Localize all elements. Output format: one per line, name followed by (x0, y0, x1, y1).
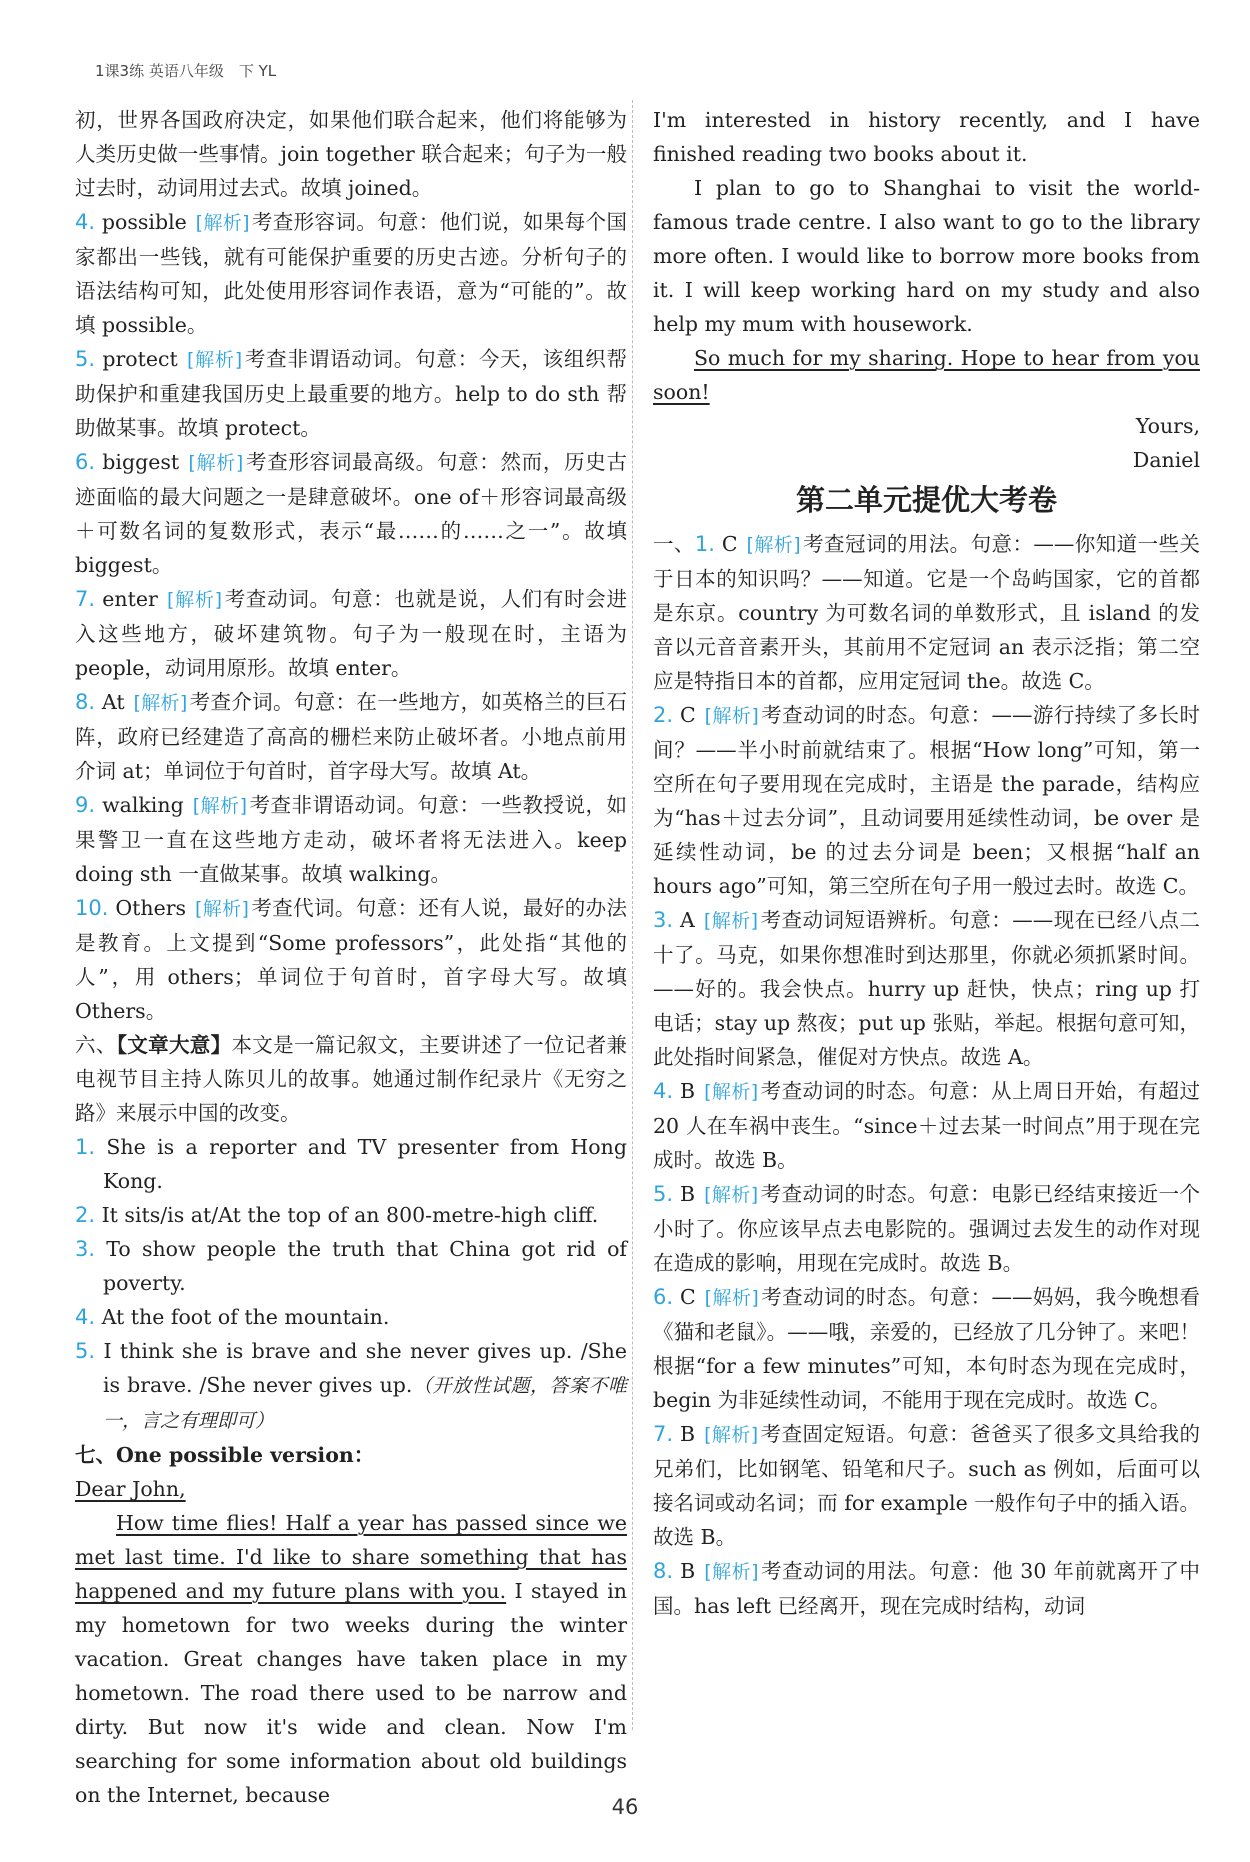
short-answer-text: It sits/is at/At the top of an 800-metre-high cliff. (101, 1203, 599, 1227)
analysis-tag: [解析] (167, 589, 222, 611)
section-six-heading: 【文章大意】 (116, 1033, 232, 1057)
letter-paragraph-1 (75, 1506, 627, 1812)
left-column (75, 103, 627, 1812)
item-number: 4. (75, 1305, 96, 1329)
item-number: 9. (75, 793, 96, 817)
item-answer: B (680, 1182, 696, 1206)
analysis-tag: [解析] (194, 898, 249, 920)
section-six-label: 六、 (75, 1033, 117, 1057)
item-explanation: 考查动词的时态。句意：——游行持续了多长时间？——半小时前就结束了。根据“How long”可知，第一空所在句子要用现在完成时，主语是 the parade，结构应为“has＋过去分词”，且动词要用延续性动词，be over 是延续性动词，be 的过去分词是 been；又根据“half an hours ago”可知，第三空所在句子用一般过去时。故选 C。 (653, 703, 1200, 898)
item-answer: A (680, 908, 695, 932)
analysis-tag: [解析] (188, 452, 244, 474)
answer-item (75, 685, 627, 788)
section-six-summary (75, 1028, 627, 1130)
short-answer-item (75, 1334, 627, 1438)
item-number: 7. (653, 1422, 674, 1446)
item-explanation: 考查非谓语动词。句意：一些教授说，如果警卫一直在这些地方走动，破坏者将无法进入。keep doing sth 一直做某事。故填 walking。 (75, 793, 627, 886)
section-title: 第二单元提优大考卷 (795, 483, 1057, 517)
item-number: 6. (653, 1285, 674, 1309)
short-answer-text: She is a reporter and TV presenter from Hong Kong. (103, 1135, 627, 1193)
item-number: 7. (75, 587, 96, 611)
analysis-tag: [解析] (704, 1561, 759, 1583)
left-answer-list (75, 205, 627, 1028)
short-answer-item (75, 1300, 627, 1334)
item-number: 8. (75, 690, 96, 714)
item-number: 5. (653, 1182, 674, 1206)
short-answer-text: I think she is brave and she never gives up. /She is brave. /She never gives up. (103, 1339, 627, 1397)
item-number: 5. (75, 347, 96, 371)
item-explanation: 考查介词。句意：在一些地方，如英格兰的巨石阵，政府已经建造了高高的栅栏来防止破坏者。小地点前用介词 at；单词位于句首时，首字母大写。故填 At。 (75, 690, 627, 783)
analysis-tag: [解析] (746, 534, 801, 556)
item-answer: protect (102, 347, 178, 371)
item-number: 8. (653, 1559, 674, 1583)
short-answer-item (75, 1232, 627, 1300)
letter-paragraph-1-rest: I stayed in my hometown for two weeks during the winter vacation. Great changes have taken place in my hometown. The road there used to be narrow and dirty. But now it's wide and clean. Now I'm searching for some information about old buildings on the Internet, because (75, 1579, 627, 1807)
page-header: 1课3练 英语八年级 下 YL (95, 62, 277, 80)
answer-item (653, 1280, 1200, 1417)
analysis-tag: [解析] (704, 1287, 759, 1309)
item-answer: possible (101, 210, 187, 234)
item-number: 3. (75, 1237, 96, 1261)
answer-item (653, 1417, 1200, 1554)
item-number: 4. (75, 210, 96, 234)
letter-paragraph-2: I plan to go to Shanghai to visit the world-famous trade centre. I also want to go to the library more often. I would like to borrow more books from it. I will keep working hard on my study and also help my mum with housework. (653, 176, 1200, 336)
item-number: 4. (653, 1079, 674, 1103)
item-explanation: 考查动词。句意：也就是说，人们有时会进入这些地方，破坏建筑物。句子为一般现在时，主语为 people，动词用原形。故填 enter。 (75, 587, 627, 680)
analysis-tag: [解析] (704, 705, 759, 727)
item-answer: C (721, 532, 738, 556)
item-explanation: 考查形容词。句意：他们说，如果每个国家都出一些钱，就有可能保护重要的历史古迹。分析句子的语法结构可知，此处使用形容词作表语，意为“可能的”。故填 possible。 (75, 210, 627, 337)
answer-item (653, 1177, 1200, 1280)
item-explanation: 考查动词的时态。句意：从上周日开始，有超过 20 人在车祸中丧生。“since＋过去某一时间点”用于现在完成时。故选 B。 (653, 1079, 1200, 1172)
analysis-tag: [解析] (195, 212, 250, 234)
analysis-tag: [解析] (187, 349, 243, 371)
item-answer: B (680, 1079, 696, 1103)
analysis-tag: [解析] (703, 910, 759, 932)
item-number: 2. (75, 1203, 96, 1227)
column-divider (632, 100, 633, 1730)
letter-paragraph-1-underlined: How time flies! Half a year has passed since we met last time. I'd like to share something that has happened and my future plans with you. (75, 1511, 627, 1603)
letter-greeting (75, 1472, 627, 1506)
answer-item (75, 788, 627, 891)
item-answer: walking (102, 793, 184, 817)
item-number: 6. (75, 450, 96, 474)
answer-item (653, 527, 1200, 698)
item-explanation: 考查动词短语辨析。句意：——现在已经八点二十了。马克，如果你想准时到达那里，你就必须抓紧时间。——好的。我会快点。hurry up 赶快，快点；ring up 打电话；stay up 熬夜；put up 张贴，举起。根据句意可知，此处指时间紧急，催促对方快点。故选 A。 (653, 908, 1201, 1069)
answer-item (653, 698, 1200, 903)
answer-item (653, 1554, 1200, 1623)
section-seven-label-text: 七、One possible version： (75, 1443, 375, 1467)
analysis-tag: [解析] (704, 1424, 759, 1446)
letter-continued: I'm interested in history recently, and I have finished reading two books about it. (653, 108, 1200, 166)
answer-item (75, 342, 627, 445)
letter-paragraph-3-underlined: So much for my sharing. Hope to hear from you soon! (653, 346, 1200, 404)
answer-item (653, 903, 1200, 1074)
item-explanation: 考查动词的时态。句意：——妈妈，我今晚想看《猫和老鼠》。——哦，亲爱的，已经放了几分钟了。来吧！根据“for a few minutes”可知，本句时态为现在完成时，begin 为非延续性动词，不能用于现在完成时。故选 C。 (653, 1285, 1200, 1412)
item-answer: Others (115, 896, 187, 920)
item-explanation: 考查代词。句意：还有人说，最好的办法是教育。上文提到“Some professors”，此处指“其他的人”，用 others；单词位于句首时，首字母大写。故填 Others。 (75, 896, 627, 1023)
answer-item (75, 205, 627, 342)
right-column (653, 103, 1200, 1623)
item-number: 5. (75, 1339, 96, 1363)
section-six-answers (75, 1130, 627, 1438)
letter-signature: Daniel (1132, 448, 1200, 472)
analysis-tag: [解析] (192, 795, 248, 817)
answer-item (75, 445, 627, 582)
item-answer: C (680, 1285, 696, 1309)
short-answer-item (75, 1198, 627, 1232)
letter-paragraph-3 (653, 341, 1200, 409)
continued-explanation: 初，世界各国政府决定，如果他们联合起来，他们将能够为人类历史做一些事情。join together 联合起来；句子为一般过去时，动词用过去式。故填 joined。 (75, 108, 627, 200)
short-answer-text: To show people the truth that China got rid of poverty. (103, 1237, 627, 1295)
item-number: 10. (75, 896, 109, 920)
answer-item (653, 1074, 1200, 1177)
section-label: 一、 (653, 532, 695, 556)
item-explanation: 考查动词的用法。句意：他 30 年前就离开了中国。has left 已经离开，现在完成时结构，动词 (653, 1559, 1200, 1618)
letter-greeting-text: Dear John, (75, 1477, 186, 1501)
item-explanation: 考查非谓语动词。句意：今天，该组织帮助保护和重建我国历史上最重要的地方。help to do sth 帮助做某事。故填 protect。 (75, 347, 627, 440)
item-number: 3. (653, 908, 674, 932)
item-number: 1. (694, 532, 715, 556)
item-answer: C (680, 703, 696, 727)
answer-item (75, 891, 627, 1028)
answer-item (75, 582, 627, 685)
item-answer: B (680, 1422, 696, 1446)
analysis-tag: [解析] (133, 692, 188, 714)
analysis-tag: [解析] (704, 1184, 759, 1206)
item-explanation: 考查冠词的用法。句意：——你知道一些关于日本的知识吗？——知道。它是一个岛屿国家，它的首都是东京。country 为可数名词的单数形式，且 island 的发音以元音音素开头，其前用不定冠词 an 表示泛指；第二空应是特指日本的首都，应用定冠词 the。故选 C。 (653, 532, 1200, 693)
short-answer-item (75, 1130, 627, 1198)
item-number: 1. (75, 1135, 96, 1159)
item-explanation: 考查形容词最高级。句意：然而，历史古迹面临的最大问题之一是肆意破坏。one of＋形容词最高级＋可数名词的复数形式，表示“最……的……之一”。故填 biggest。 (75, 450, 628, 577)
item-number: 2. (653, 703, 674, 727)
page-number: 46 (611, 1795, 639, 1819)
item-answer: B (680, 1559, 696, 1583)
item-explanation: 考查固定短语。句意：爸爸买了很多文具给我的兄弟们，比如钢笔、铅笔和尺子。such as 例如，后面可以接名词或动名词；而 for example 一般作句子中的插入语。故选 B。 (653, 1422, 1200, 1549)
item-answer: enter (102, 587, 158, 611)
item-answer: At (101, 690, 125, 714)
short-answer-text: At the foot of the mountain. (101, 1305, 390, 1329)
item-answer: biggest (102, 450, 180, 474)
open-question-note: （开放性试题，答案不唯一，言之有理即可） (103, 1375, 627, 1432)
item-explanation: 考查动词的时态。句意：电影已经结束接近一个小时了。你应该早点去电影院的。强调过去发生的动作对现在造成的影响，用现在完成时。故选 B。 (653, 1182, 1200, 1275)
section-six-text: 本文是一篇记叙文，主要讲述了一位记者兼电视节目主持人陈贝儿的故事。她通过制作纪录片《无穷之路》来展示中国的改变。 (75, 1033, 628, 1125)
right-answer-list (653, 527, 1200, 1623)
analysis-tag: [解析] (704, 1081, 759, 1103)
letter-closing: Yours, (1135, 414, 1200, 438)
section-seven-label (75, 1438, 627, 1472)
